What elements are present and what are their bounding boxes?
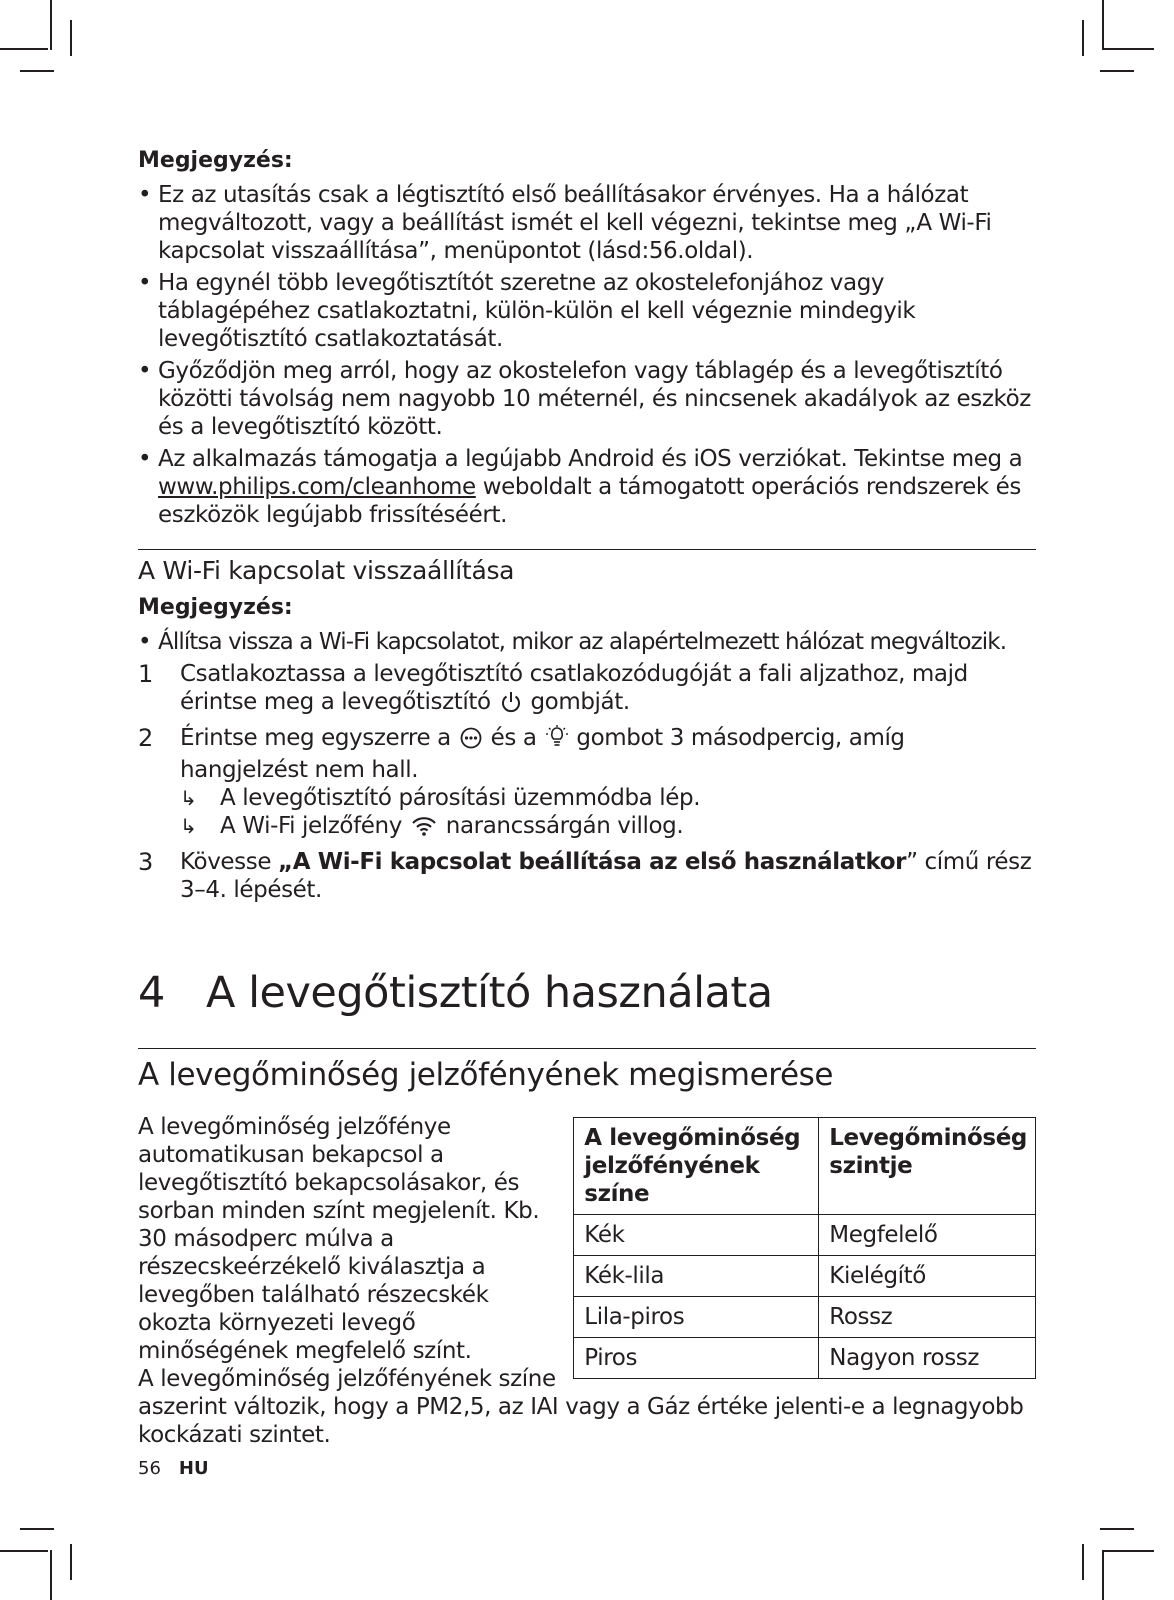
- table-cell: Kielégítő: [819, 1256, 1036, 1297]
- table-cell: Rossz: [819, 1297, 1036, 1338]
- crop-mark: [20, 1528, 54, 1530]
- table-header: A levegőminőség jelzőfényének színe: [574, 1118, 819, 1215]
- crop-mark: [0, 48, 48, 50]
- step-number: 1: [138, 660, 153, 688]
- air-quality-table: [573, 1117, 1036, 1379]
- table-cell: Lila-piros: [574, 1297, 819, 1338]
- note-list: [138, 628, 1036, 656]
- table-header: Levegőminőség szintje: [819, 1118, 1036, 1215]
- crop-mark: [1104, 48, 1154, 50]
- crop-mark: [1082, 20, 1084, 56]
- table-cell: Kék: [574, 1215, 819, 1256]
- language-code: HU: [178, 1458, 209, 1479]
- crop-mark: [1104, 1550, 1154, 1552]
- section-divider: [138, 549, 1036, 550]
- table-row: [574, 1256, 1036, 1297]
- crop-mark: [1100, 70, 1134, 72]
- result-item: ↳ A levegőtisztító párosítási üzemmódba lép.: [180, 785, 701, 811]
- crop-mark: [1102, 1550, 1104, 1600]
- step-item: 2 Érintse meg egyszerre a és a gombot 3 másodpercig, amíg hangjelzést nem hall. ↳ A levegőtisztító párosítási üzemmódba lép. ↳ A Wi-Fi jelzőfény narancssárgán villog.: [138, 724, 1036, 844]
- philips-link[interactable]: www.philips.com/cleanhome: [158, 474, 476, 500]
- list-item: • Az alkalmazás támogatja a legújabb Android és iOS verziókat. Tekintse meg a www.philips.com/cleanhome weboldalt a támogatott operációs rendszerek és eszközök legújabb frissítéséért.: [138, 446, 1023, 528]
- step-results: [180, 784, 1036, 844]
- crop-mark: [50, 0, 52, 50]
- step-number: 2: [138, 724, 153, 752]
- list-item: • Győződjön meg arról, hogy az okostelefon vagy táblagép és a levegőtisztító közötti távolság nem nagyobb 10 méternél, és nincsenek akadályok az eszköz és a levegőtisztító között.: [138, 358, 1031, 440]
- crop-mark: [50, 1550, 52, 1600]
- section-divider: [138, 1048, 1036, 1049]
- list-item: • Állítsa vissza a Wi-Fi kapcsolatot, mikor az alapértelmezett hálózat megváltozik.: [138, 629, 1007, 655]
- step-number: 3: [138, 848, 153, 876]
- result-arrow-icon: ↳: [180, 786, 197, 810]
- chapter-number: 4: [138, 968, 165, 1018]
- result-item: ↳ A Wi-Fi jelzőfény narancssárgán villog.: [180, 812, 1036, 844]
- steps-list: [138, 660, 1036, 904]
- crop-mark: [20, 70, 54, 72]
- chapter-title: [138, 968, 1036, 1018]
- power-icon: [500, 691, 522, 720]
- step-item: 3 Kövesse „A Wi-Fi kapcsolat beállítása az első használatkor” című rész 3–4. lépését.: [138, 848, 1032, 903]
- mode-icon: [460, 727, 482, 756]
- note-heading: Megjegyzés:: [138, 595, 293, 620]
- light-icon: [546, 725, 568, 756]
- crop-mark: [1100, 1528, 1134, 1530]
- table-row: [574, 1215, 1036, 1256]
- table-cell: Nagyon rossz: [819, 1338, 1036, 1379]
- chapter-text: A levegőtisztító használata: [206, 968, 773, 1018]
- list-item: • Ez az utasítás csak a légtisztító első beállításakor érvényes. Ha a hálózat megváltozott, vagy a beállítást ismét el kell végezni, tekintse meg „A Wi-Fi kapcsolat visszaállítása”, menüpontot (lásd:56.oldal).: [138, 182, 992, 264]
- page-number: 56: [138, 1458, 161, 1479]
- note-heading: Megjegyzés:: [138, 148, 293, 173]
- air-quality-paragraph: A levegőminőség jelzőfénye automatikusan bekapcsol a levegőtisztító bekapcsolásakor, és sorban minden színt megjelenít. Kb. 30 másodperc múlva a részecskeérzékelő kiválasztja a levegőben található részecskék okozta környezeti levegő minőségének megfelelő színt.: [138, 1114, 540, 1364]
- crop-mark: [1102, 0, 1104, 50]
- table-header-row: [574, 1118, 1036, 1215]
- table-row: [574, 1297, 1036, 1338]
- air-quality-paragraph: A levegőminőség jelzőfényének színe aszerint változik, hogy a PM2,5, az IAI vagy a Gáz értéke jelenti-e a legnagyobb kockázati szintet.: [138, 1366, 1024, 1448]
- page-footer: [138, 1458, 209, 1479]
- table-cell: Kék-lila: [574, 1256, 819, 1297]
- table-row: [574, 1338, 1036, 1379]
- section-heading: A Wi-Fi kapcsolat visszaállítása: [138, 556, 515, 585]
- note-list: [138, 181, 1036, 529]
- table-cell: Piros: [574, 1338, 819, 1379]
- crop-mark: [70, 1544, 72, 1580]
- air-quality-body: [138, 1113, 1036, 1449]
- wifi-icon: [411, 815, 437, 844]
- section-heading: A levegőminőség jelzőfényének megismerése: [138, 1057, 834, 1093]
- crop-mark: [0, 1550, 48, 1552]
- crop-mark: [70, 20, 72, 56]
- page-content: [138, 148, 1036, 1449]
- result-arrow-icon: ↳: [180, 814, 197, 838]
- list-item: • Ha egynél több levegőtisztítót szeretne az okostelefonjához vagy táblagépéhez csatlakoztatni, külön-külön el kell végeznie mindegyik levegőtisztító csatlakoztatását.: [138, 270, 916, 352]
- table-cell: Megfelelő: [819, 1215, 1036, 1256]
- step-item: 1 Csatlakoztassa a levegőtisztító csatlakozódugóját a fali aljzathoz, majd érintse meg a levegőtisztító gombját.: [138, 660, 1036, 720]
- crop-mark: [1082, 1544, 1084, 1580]
